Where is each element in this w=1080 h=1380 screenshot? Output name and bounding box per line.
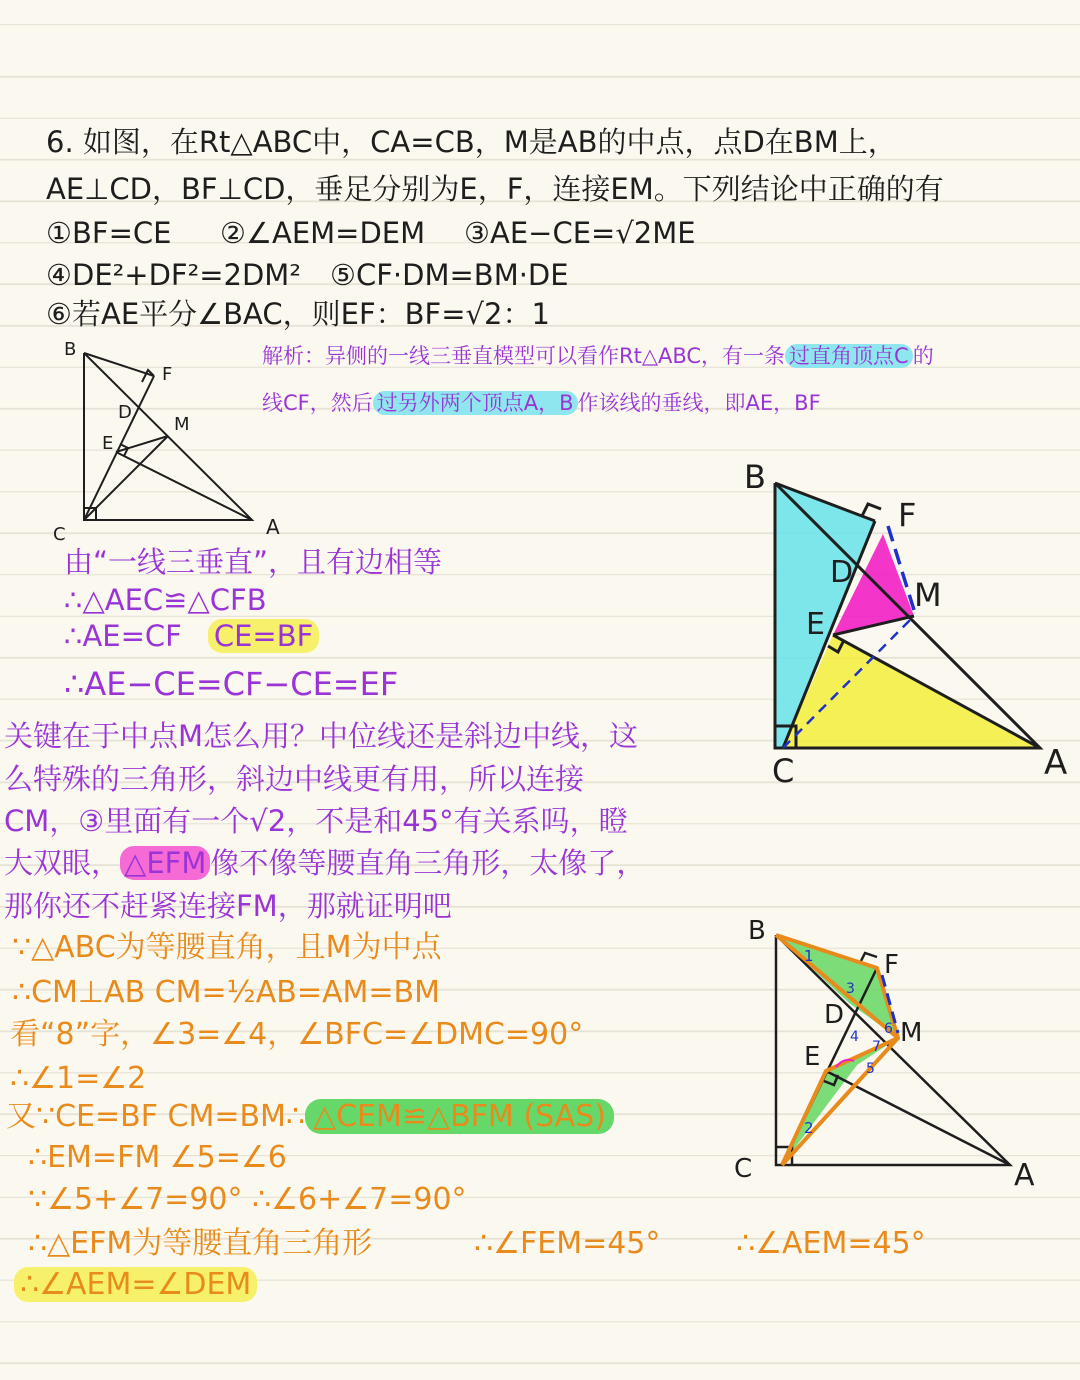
- label-a-small: A: [266, 515, 280, 539]
- angle-num-2: 2: [804, 1119, 814, 1137]
- label-b-small: B: [64, 339, 77, 360]
- label-e-green: E: [804, 1042, 821, 1072]
- label-m-green: M: [900, 1018, 923, 1048]
- highlight-efm: △EFM: [120, 846, 210, 880]
- proof-line-3: 看“8”字，∠3=∠4，∠BFC=∠DMC=90°: [10, 1017, 584, 1052]
- key-line-1: 关键在于中点M怎么用？中位线还是斜边中线，这: [4, 719, 639, 753]
- angle-num-3: 3: [846, 981, 855, 997]
- figure-small: [50, 338, 300, 550]
- step1-line-4: ∴AE−CE=CF−CE=EF: [64, 665, 399, 703]
- proof-line-6: ∴EM=FM ∠5=∠6: [28, 1140, 287, 1175]
- analysis-prefix: 解析：异侧的一线三垂直模型可以看作Rt△ABC，有一条: [262, 344, 786, 368]
- proof-line-5: [6, 1099, 614, 1134]
- option-3: ③AE−CE=√2ME: [464, 216, 696, 250]
- angle-num-4: 4: [850, 1029, 859, 1045]
- label-a: A: [1044, 743, 1068, 783]
- analysis-line2-pre: 线CF，然后: [262, 391, 373, 415]
- label-m: M: [914, 576, 942, 614]
- angle-num-1: 1: [804, 947, 814, 965]
- step1-line-2: ∴△AEC≌△CFB: [64, 583, 267, 617]
- option-1: ①BF=CE: [46, 216, 172, 250]
- option-2: ②∠AEM=DEM: [220, 216, 426, 250]
- option-6: ⑥若AE平分∠BAC，则EF：BF=√2：1: [46, 297, 550, 331]
- analysis-line2-post: 作该线的垂线，即AE，BF: [577, 391, 821, 415]
- label-f-small: F: [162, 364, 173, 385]
- proof-line-8b: ∴∠FEM=45°: [474, 1226, 661, 1261]
- label-d: D: [830, 555, 854, 590]
- step1-ae-cf: ∴AE=CF: [64, 619, 182, 653]
- highlight-ce-bf: CE=BF: [208, 619, 319, 653]
- analysis-line-2: [262, 393, 821, 414]
- highlight-congruence: △CEM≌△BFM (SAS): [305, 1099, 614, 1134]
- step1-line-3: [64, 619, 319, 653]
- key-line-4: [4, 846, 646, 880]
- proof-line-2: ∴CM⊥AB CM=½AB=AM=BM: [12, 975, 440, 1010]
- proof-line5-pre: 又∵CE=BF CM=BM∴: [6, 1099, 306, 1134]
- label-m-small: M: [174, 414, 190, 435]
- highlight-right-angle-vertex: 过直角顶点C: [785, 344, 913, 368]
- analysis-after: 的: [912, 344, 934, 368]
- line-cf-small: [84, 376, 154, 520]
- proof-line-8a: ∴△EFM为等腰直角三角形: [28, 1226, 373, 1261]
- label-d-small: D: [118, 402, 132, 423]
- angle-num-6: 6: [884, 1021, 893, 1037]
- figure-colored: [738, 458, 1080, 788]
- key-line-2: 么特殊的三角形，斜边中线更有用，所以连接: [4, 762, 585, 796]
- problem-line-1: 6. 如图，在Rt△ABC中，CA=CB，M是AB的中点，点D在BM上，: [46, 125, 897, 159]
- label-f-green: F: [884, 950, 899, 980]
- problem-line-2: AE⊥CD，BF⊥CD，垂足分别为E，F，连接EM。下列结论中正确的有: [46, 172, 944, 206]
- figure-green: [732, 915, 1080, 1195]
- label-f: F: [898, 496, 917, 534]
- proof-line-1: ∵△ABC为等腰直角，且M为中点: [12, 930, 442, 965]
- angle-num-7: 7: [872, 1039, 881, 1055]
- proof-line-9: [14, 1267, 257, 1302]
- orange-outline-cem: [782, 1038, 898, 1165]
- proof-line-4: ∴∠1=∠2: [10, 1061, 147, 1096]
- label-e: E: [806, 607, 825, 642]
- option-5: ⑤CF·DM=BM·DE: [330, 258, 569, 292]
- key-line4-pre: 大双眼，: [4, 846, 121, 880]
- highlight-conclusion: ∴∠AEM=∠DEM: [14, 1267, 257, 1302]
- label-d-green: D: [824, 1000, 845, 1030]
- label-c-green: C: [734, 1154, 753, 1184]
- angle-num-5: 5: [866, 1061, 875, 1077]
- label-b: B: [744, 458, 766, 496]
- key-line4-post: 像不像等腰直角三角形，太像了，: [210, 846, 646, 880]
- right-angle-f: [862, 504, 881, 516]
- proof-line-7: ∵∠5+∠7=90° ∴∠6+∠7=90°: [28, 1182, 467, 1217]
- key-line-3: CM，③里面有一个√2，不是和45°有关系吗，瞪: [4, 804, 628, 838]
- label-c-small: C: [53, 524, 66, 545]
- label-e-small: E: [102, 433, 114, 454]
- analysis-line-1: [262, 346, 934, 367]
- label-a-green: A: [1014, 1158, 1035, 1193]
- label-c: C: [772, 752, 795, 790]
- line-ae-small: [116, 452, 252, 520]
- label-b-green: B: [748, 916, 766, 946]
- proof-line-8c: ∴∠AEM=45°: [736, 1226, 926, 1261]
- step1-line-1: 由“一线三垂直”，且有边相等: [64, 545, 443, 579]
- key-line-5: 那你还不赶紧连接FM，那就证明吧: [4, 889, 452, 923]
- option-4: ④DE²+DF²=2DM²: [46, 258, 301, 292]
- highlight-other-vertices: 过另外两个顶点A，B: [373, 391, 578, 415]
